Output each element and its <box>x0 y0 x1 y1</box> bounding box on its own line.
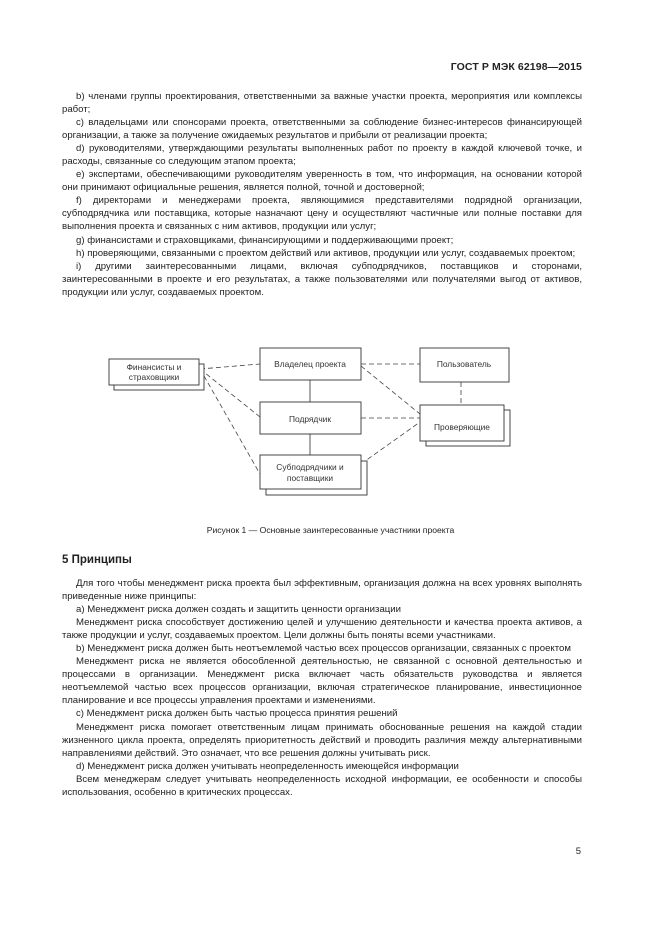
owner-label: Владелец проекта <box>274 359 346 369</box>
principle-heading: c) Менеджмент риска должен быть частью процесса принятия решений <box>76 708 398 720</box>
principles-text <box>62 577 582 799</box>
list-item: g) финансистами и страховщиками, финансирующими и поддерживающими проект; <box>76 234 454 246</box>
list-item: i) другими заинтересованными лицами, включая субподрядчиков, поставщиков и сторонами, заинтересованными в проекте и его результатах, а также пользователями или получателями выгод от активов, продукции или услуг, создаваемых проектом. <box>62 260 582 298</box>
list-item: b) членами группы проектирования, ответственными за важные участки проекта, мероприятия или комплексы работ; <box>62 91 582 116</box>
subcontractors-label-line2: поставщики <box>286 473 334 483</box>
owner-box <box>260 348 361 380</box>
principle-heading: a) Менеджмент риска должен создать и защитить ценности организации <box>76 604 401 616</box>
paragraph: Менеджмент риска способствует достижению целей и улучшению деятельности и качества проекта активов, а также продукции и услуг, создаваемых проектом. Цели должны быть поняты всеми участниками. <box>62 617 582 642</box>
figure-caption: Рисунок 1 — Основные заинтересованные участники проекта <box>206 525 455 535</box>
financiers-box <box>109 359 204 390</box>
list-item: c) владельцами или спонсорами проекта, ответственными за соблюдение бизнес-интересов финансирующей организации, а также за получение ожидаемых результатов и прибыли от реализации проекта; <box>62 117 582 142</box>
page-number: 5 <box>575 846 581 857</box>
list-item: f) директорами и менеджерами проекта, являющимися представителями подрядной организации, субподрядчика или поставщика, которые назначают цену и осуществляют частичные или полные поставки для выполнения проекта и связанных с ним активов, продукции или услуг; <box>62 195 582 233</box>
reviewers-label: Проверяющие <box>434 422 490 432</box>
principle-heading: d) Менеджмент риска должен учитывать неопределенность имеющейся информации <box>76 760 459 772</box>
financiers-label-line1: Финансисты и <box>126 362 182 372</box>
paragraph: Менеджмент риска помогает ответственным лицам принимать обоснованные решения на каждой стадии жизненного цикла проекта, определять приоритетность действий и проводить различия между альтернативными направлениями действий. Это означает, что все решения должны учитывать риск. <box>62 721 582 759</box>
subcontractors-label-line1: Субподрядчики и <box>276 462 344 472</box>
subcontractors-box <box>260 455 367 495</box>
contractor-label: Подрядчик <box>288 414 332 424</box>
list-item: d) руководителями, утверждающими результаты выполненных работ по проекту в каждой ключевой точке, и расходы, связанные со следующим этапом проекта; <box>62 143 582 168</box>
document-header: ГОСТ Р МЭК 62198—2015 <box>450 61 582 73</box>
user-box <box>420 348 509 382</box>
paragraph: Менеджмент риска не является обособленной деятельностью, не связанной с основной деятельностью и процессами в организации. Менеджмент риска включает часть обязательств руководства и является неотъемлемой частью всех процессов организации, включая стратегическое планирование, инвестиционное планирование и все процессы управления проектами и изменениями. <box>62 656 582 707</box>
paragraph: Всем менеджерам следует учитывать неопределенность исходной информации, ее особенности и способы использования, особенно в критических процессах. <box>62 773 582 798</box>
user-label: Пользователь <box>436 359 492 369</box>
list-item: h) проверяющими, связанными с проектом действий или активов, продукции или услуг, создаваемых проектом; <box>76 247 576 259</box>
stakeholders-diagram <box>100 342 520 502</box>
list-item: e) экспертами, обеспечивающими руководителям уверенность в том, что информация, на основании которой они принимают официальные решения, является полной, точной и достоверной; <box>62 169 582 194</box>
stakeholder-list <box>62 90 582 299</box>
reviewers-box <box>420 405 510 446</box>
principle-heading: b) Менеджмент риска должен быть неотъемлемой частью всех процессов организации, связанных с проектом <box>76 643 571 655</box>
paragraph: Для того чтобы менеджмент риска проекта был эффективным, организация должна на всех уровнях выполнять приведенные ниже принципы: <box>62 578 582 603</box>
financiers-label-line2: страховщики <box>128 372 180 382</box>
contractor-box <box>260 402 361 434</box>
section-title: 5 Принципы <box>62 554 132 566</box>
